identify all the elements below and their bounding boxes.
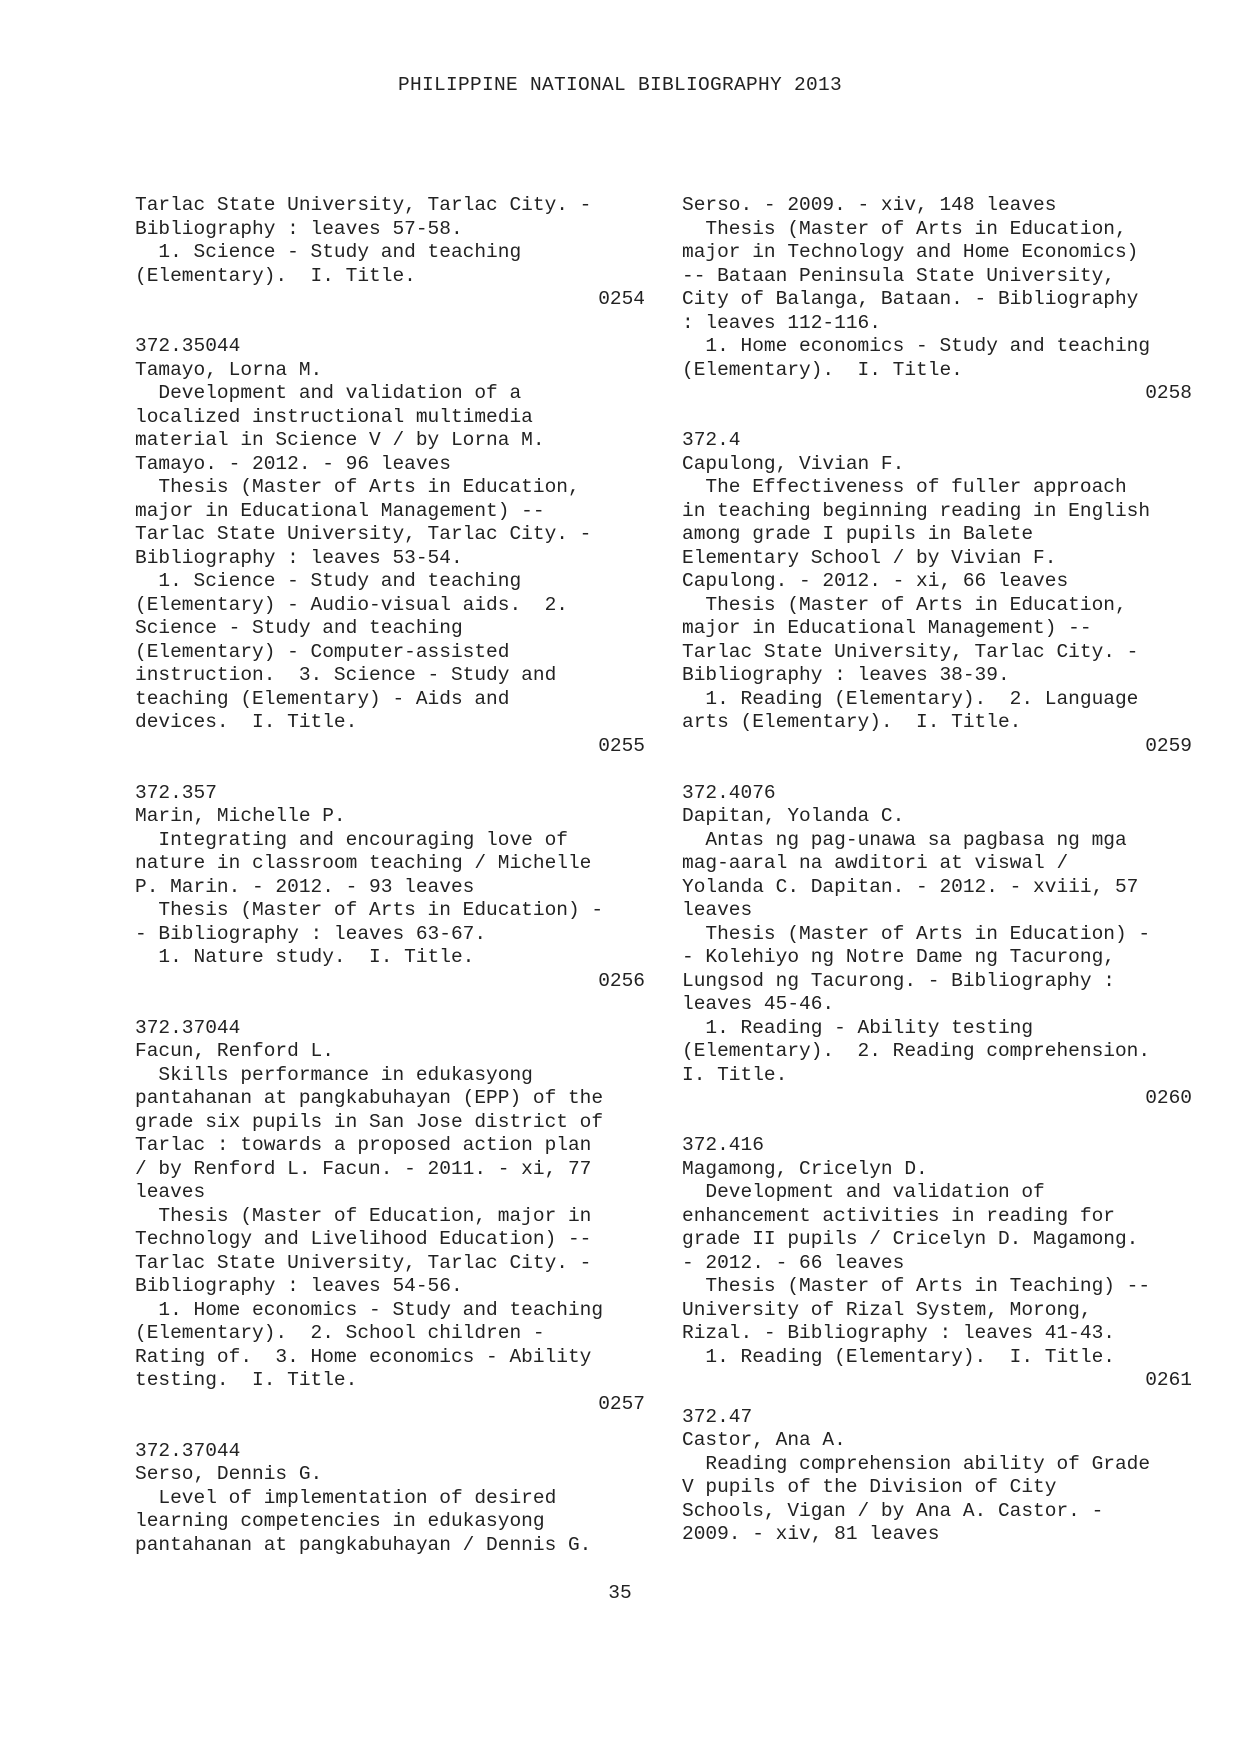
entry-line: - 2012. - 66 leaves <box>682 1251 905 1274</box>
entry-line: Thesis (Master of Education, major in <box>135 1204 592 1227</box>
left-column <box>135 194 645 1557</box>
entry-line: : leaves 112-116. <box>682 311 881 334</box>
entry-first-line: 372.37044 <box>135 1439 241 1462</box>
bibliography-entry <box>682 782 1192 1111</box>
entry-spacer <box>682 1393 1192 1406</box>
entry-line: learning competencies in edukasyong <box>135 1510 545 1532</box>
entry-line: 1. Science - Study and teaching <box>135 241 522 263</box>
entry-line: Bibliography : leaves 53-54. <box>135 546 463 569</box>
entry-first-line: 372.35044 <box>135 335 241 357</box>
entry-first-line: 372.47 <box>682 1405 753 1428</box>
entry-line: Skills performance in edukasyong <box>135 1063 533 1086</box>
entry-line: Marin, Michelle P. <box>135 805 346 827</box>
entry-line: Magamong, Cricelyn D. <box>682 1157 928 1180</box>
entry-line: (Elementary) - Audio-visual aids. 2. <box>135 593 568 616</box>
entry-line: mag-aaral na awditori at viswal / <box>682 852 1069 874</box>
bibliography-entry <box>135 782 645 994</box>
entry-line: The Effectiveness of fuller approach <box>682 476 1127 498</box>
entry-line: leaves <box>682 899 753 921</box>
entry-line: Tarlac State University, Tarlac City. - <box>135 1251 592 1274</box>
entry-first-line: 372.416 <box>682 1134 764 1156</box>
entry-line: I. Title. <box>682 1063 788 1086</box>
entry-line: Thesis (Master of Arts in Education, <box>135 476 580 498</box>
entry-line: pantahanan at pangkabuhayan / Dennis G. <box>135 1533 592 1556</box>
entry-line: Bibliography : leaves 57-58. <box>135 217 463 240</box>
bibliography-entry <box>135 335 645 758</box>
entry-line: City of Balanga, Bataan. - Bibliography <box>682 288 1139 310</box>
entry-line: Capulong. - 2012. - xi, 66 leaves <box>682 570 1069 592</box>
entry-line: Development and validation of a <box>135 382 522 404</box>
entry-line: Capulong, Vivian F. <box>682 452 905 475</box>
entry-number: 0255 <box>598 734 645 757</box>
entry-spacer <box>682 406 1192 430</box>
entry-line: Level of implementation of desired <box>135 1486 557 1509</box>
entry-line: Tamayo. - 2012. - 96 leaves <box>135 452 451 475</box>
entry-line: grade six pupils in San Jose district of <box>135 1110 604 1133</box>
entry-line: Facun, Renford L. <box>135 1040 334 1062</box>
entry-spacer <box>682 1111 1192 1135</box>
bibliography-entry <box>682 194 1192 406</box>
entry-line: Thesis (Master of Arts in Education, <box>682 593 1127 616</box>
entry-line: - Kolehiyo ng Notre Dame ng Tacurong, <box>682 946 1115 968</box>
entry-line: teaching (Elementary) - Aids and <box>135 687 510 710</box>
entry-line: (Elementary). 2. Reading comprehension. <box>682 1040 1151 1062</box>
entry-line: Rizal. - Bibliography : leaves 41-43. <box>682 1322 1115 1344</box>
entry-line: 1. Reading - Ability testing <box>682 1016 1034 1039</box>
entry-spacer <box>135 758 645 782</box>
entry-line: 1. Reading (Elementary). 2. Language <box>682 687 1139 710</box>
entry-line: leaves 45-46. <box>682 993 835 1015</box>
entry-first-line: 372.4 <box>682 429 741 451</box>
entry-line: Bibliography : leaves 38-39. <box>682 664 1010 686</box>
entry-line: in teaching beginning reading in English <box>682 499 1151 522</box>
entry-line: among grade I pupils in Balete <box>682 523 1034 545</box>
entry-first-line: 372.357 <box>135 781 217 804</box>
entry-spacer <box>135 1416 645 1440</box>
entry-line: 1. Nature study. I. Title. <box>135 946 475 968</box>
entry-first-line: Tarlac State University, Tarlac City. - <box>135 194 592 216</box>
bibliography-entry <box>135 194 645 312</box>
entry-line: nature in classroom teaching / Michelle <box>135 852 592 874</box>
entry-line: major in Technology and Home Economics) <box>682 241 1139 263</box>
entry-line: 1. Home economics - Study and teaching <box>135 1298 604 1321</box>
bibliography-entry <box>682 1406 1192 1547</box>
entry-line: 1. Reading (Elementary). I. Title. <box>682 1345 1115 1368</box>
right-column <box>682 194 1192 1547</box>
entry-spacer <box>682 758 1192 782</box>
entry-line: pantahanan at pangkabuhayan (EPP) of the <box>135 1087 604 1109</box>
entry-line: Serso, Dennis G. <box>135 1463 323 1485</box>
entry-line: (Elementary). I. Title. <box>682 358 963 381</box>
entry-line: major in Educational Management) -- <box>682 617 1092 639</box>
entry-line: (Elementary). I. Title. <box>135 264 416 287</box>
entry-line: instruction. 3. Science - Study and <box>135 664 557 686</box>
entry-spacer <box>135 312 645 336</box>
entry-line: -- Bataan Peninsula State University, <box>682 264 1115 287</box>
entry-line: Dapitan, Yolanda C. <box>682 805 905 827</box>
entry-line: Rating of. 3. Home economics - Ability <box>135 1345 592 1368</box>
entry-line: Schools, Vigan / by Ana A. Castor. - <box>682 1499 1104 1522</box>
entry-line: 1. Science - Study and teaching <box>135 570 522 592</box>
entry-number: 0256 <box>598 969 645 992</box>
entry-line: testing. I. Title. <box>135 1369 358 1391</box>
entry-line: Elementary School / by Vivian F. <box>682 546 1057 569</box>
entry-line: localized instructional multimedia <box>135 405 533 428</box>
entry-line: 2009. - xiv, 81 leaves <box>682 1523 940 1545</box>
entry-line: Thesis (Master of Arts in Teaching) -- <box>682 1275 1151 1297</box>
entry-line: grade II pupils / Cricelyn D. Magamong. <box>682 1228 1139 1250</box>
entry-first-line: Serso. - 2009. - xiv, 148 leaves <box>682 194 1057 216</box>
entry-line: Thesis (Master of Arts in Education) - <box>682 922 1151 945</box>
page-number: 35 <box>608 1582 632 1604</box>
bibliography-entry <box>682 1134 1192 1393</box>
entry-line: (Elementary) - Computer-assisted <box>135 640 510 663</box>
entry-line: Tarlac State University, Tarlac City. - <box>135 523 592 545</box>
entry-line: V pupils of the Division of City <box>682 1476 1057 1498</box>
entry-number: 0259 <box>1145 734 1192 757</box>
entry-spacer <box>135 993 645 1017</box>
entry-line: Bibliography : leaves 54-56. <box>135 1275 463 1297</box>
entry-line: Yolanda C. Dapitan. - 2012. - xviii, 57 <box>682 875 1139 898</box>
entry-line: - Bibliography : leaves 63-67. <box>135 922 487 945</box>
entry-line: Castor, Ana A. <box>682 1429 846 1451</box>
entry-line: Science - Study and teaching <box>135 617 463 639</box>
entry-line: leaves <box>135 1181 206 1203</box>
bibliography-entry <box>135 1017 645 1417</box>
entry-number: 0260 <box>1145 1087 1192 1109</box>
entry-first-line: 372.37044 <box>135 1016 241 1039</box>
entry-line: Integrating and encouraging love of <box>135 828 568 851</box>
entry-line: / by Renford L. Facun. - 2011. - xi, 77 <box>135 1157 592 1180</box>
entry-line: (Elementary). 2. School children - <box>135 1322 545 1344</box>
entry-number: 0257 <box>598 1392 645 1415</box>
entry-number: 0254 <box>598 288 645 310</box>
entry-line: Thesis (Master of Arts in Education) - <box>135 899 604 921</box>
bibliography-entry <box>135 1440 645 1558</box>
bibliography-entry <box>682 429 1192 758</box>
entry-line: 1. Home economics - Study and teaching <box>682 335 1151 357</box>
entry-line: Antas ng pag-unawa sa pagbasa ng mga <box>682 828 1127 851</box>
entry-line: Tarlac : towards a proposed action plan <box>135 1134 592 1156</box>
entry-line: Development and validation of <box>682 1181 1045 1203</box>
entry-first-line: 372.4076 <box>682 781 776 804</box>
entry-line: material in Science V / by Lorna M. <box>135 429 545 451</box>
entry-number: 0258 <box>1145 382 1192 404</box>
entry-line: Technology and Livelihood Education) -- <box>135 1228 592 1250</box>
entry-line: P. Marin. - 2012. - 93 leaves <box>135 875 475 898</box>
entry-line: Tarlac State University, Tarlac City. - <box>682 640 1139 663</box>
entry-line: Reading comprehension ability of Grade <box>682 1452 1151 1475</box>
entry-number: 0261 <box>1145 1369 1192 1391</box>
page-header: PHILIPPINE NATIONAL BIBLIOGRAPHY 2013 <box>397 74 843 96</box>
entry-line: major in Educational Management) -- <box>135 499 545 522</box>
entry-line: enhancement activities in reading for <box>682 1204 1115 1227</box>
entry-line: Lungsod ng Tacurong. - Bibliography : <box>682 969 1115 992</box>
entry-line: devices. I. Title. <box>135 711 358 733</box>
entry-line: Tamayo, Lorna M. <box>135 358 323 381</box>
entry-line: University of Rizal System, Morong, <box>682 1298 1092 1321</box>
entry-line: arts (Elementary). I. Title. <box>682 711 1022 733</box>
entry-line: Thesis (Master of Arts in Education, <box>682 217 1127 240</box>
